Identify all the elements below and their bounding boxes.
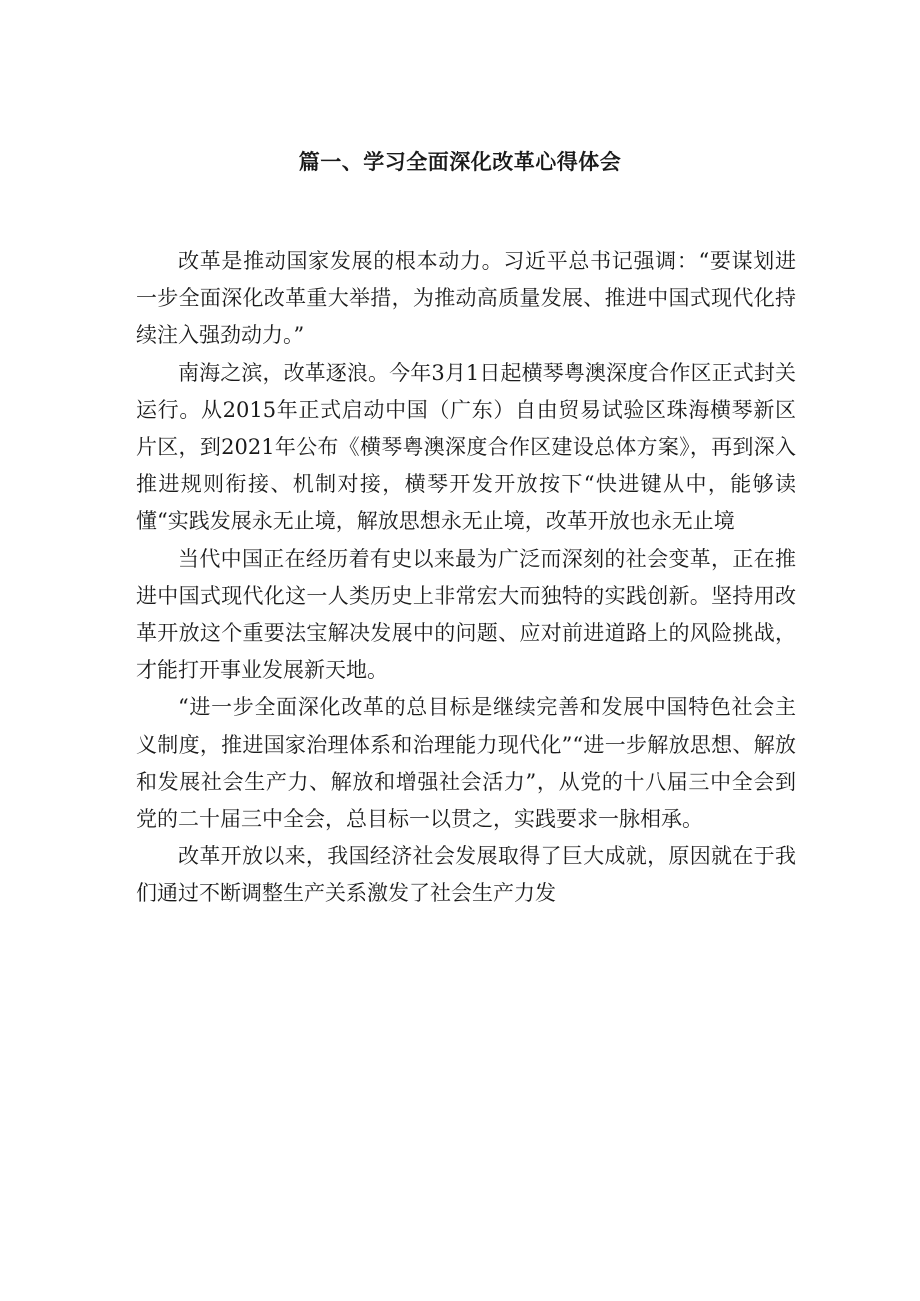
- paragraph-4: “进一步全面深化改革的总目标是继续完善和发展中国特色社会主义制度，推进国家治理体系和治理能力现代化”“进一步解放思想、解放和发展社会生产力、解放和增强社会活力”，从党的十八届三中全会到党的二十届三中全会，总目标一以贯之，实践要求一脉相承。: [136, 695, 796, 832]
- document-body: [136, 243, 796, 913]
- paragraph-1: 改革是推动国家发展的根本动力。习近平总书记强调：“要谋划进一步全面深化改革重大举措，为推动高质量发展、推进中国式现代化持续注入强劲动力。”: [136, 249, 796, 348]
- paragraph-2: 南海之滨，改革逐浪。今年3月1日起横琴粤澳深度合作区正式封关运行。从2015年正式启动中国（广东）自由贸易试验区珠海横琴新区片区，到2021年公布《横琴粤澳深度合作区建设总体方案》，再到深入推进规则衔接、机制对接，横琴开发开放按下“快进键从中，能够读懂“实践发展永无止境，解放思想永无止境，改革开放也永无止境: [136, 360, 796, 534]
- paragraph-5: 改革开放以来，我国经济社会发展取得了巨大成就，原因就在于我们通过不断调整生产关系激发了社会生产力发: [136, 844, 796, 906]
- paragraph-3: 当代中国正在经历着有史以来最为广泛而深刻的社会变革，正在推进中国式现代化这一人类历史上非常宏大而独特的实践创新。坚持用改革开放这个重要法宝解决发展中的问题、应对前进道路上的风险挑战，才能打开事业发展新天地。: [136, 546, 796, 683]
- document-title: 篇一、学习全面深化改革心得体会: [298, 150, 622, 174]
